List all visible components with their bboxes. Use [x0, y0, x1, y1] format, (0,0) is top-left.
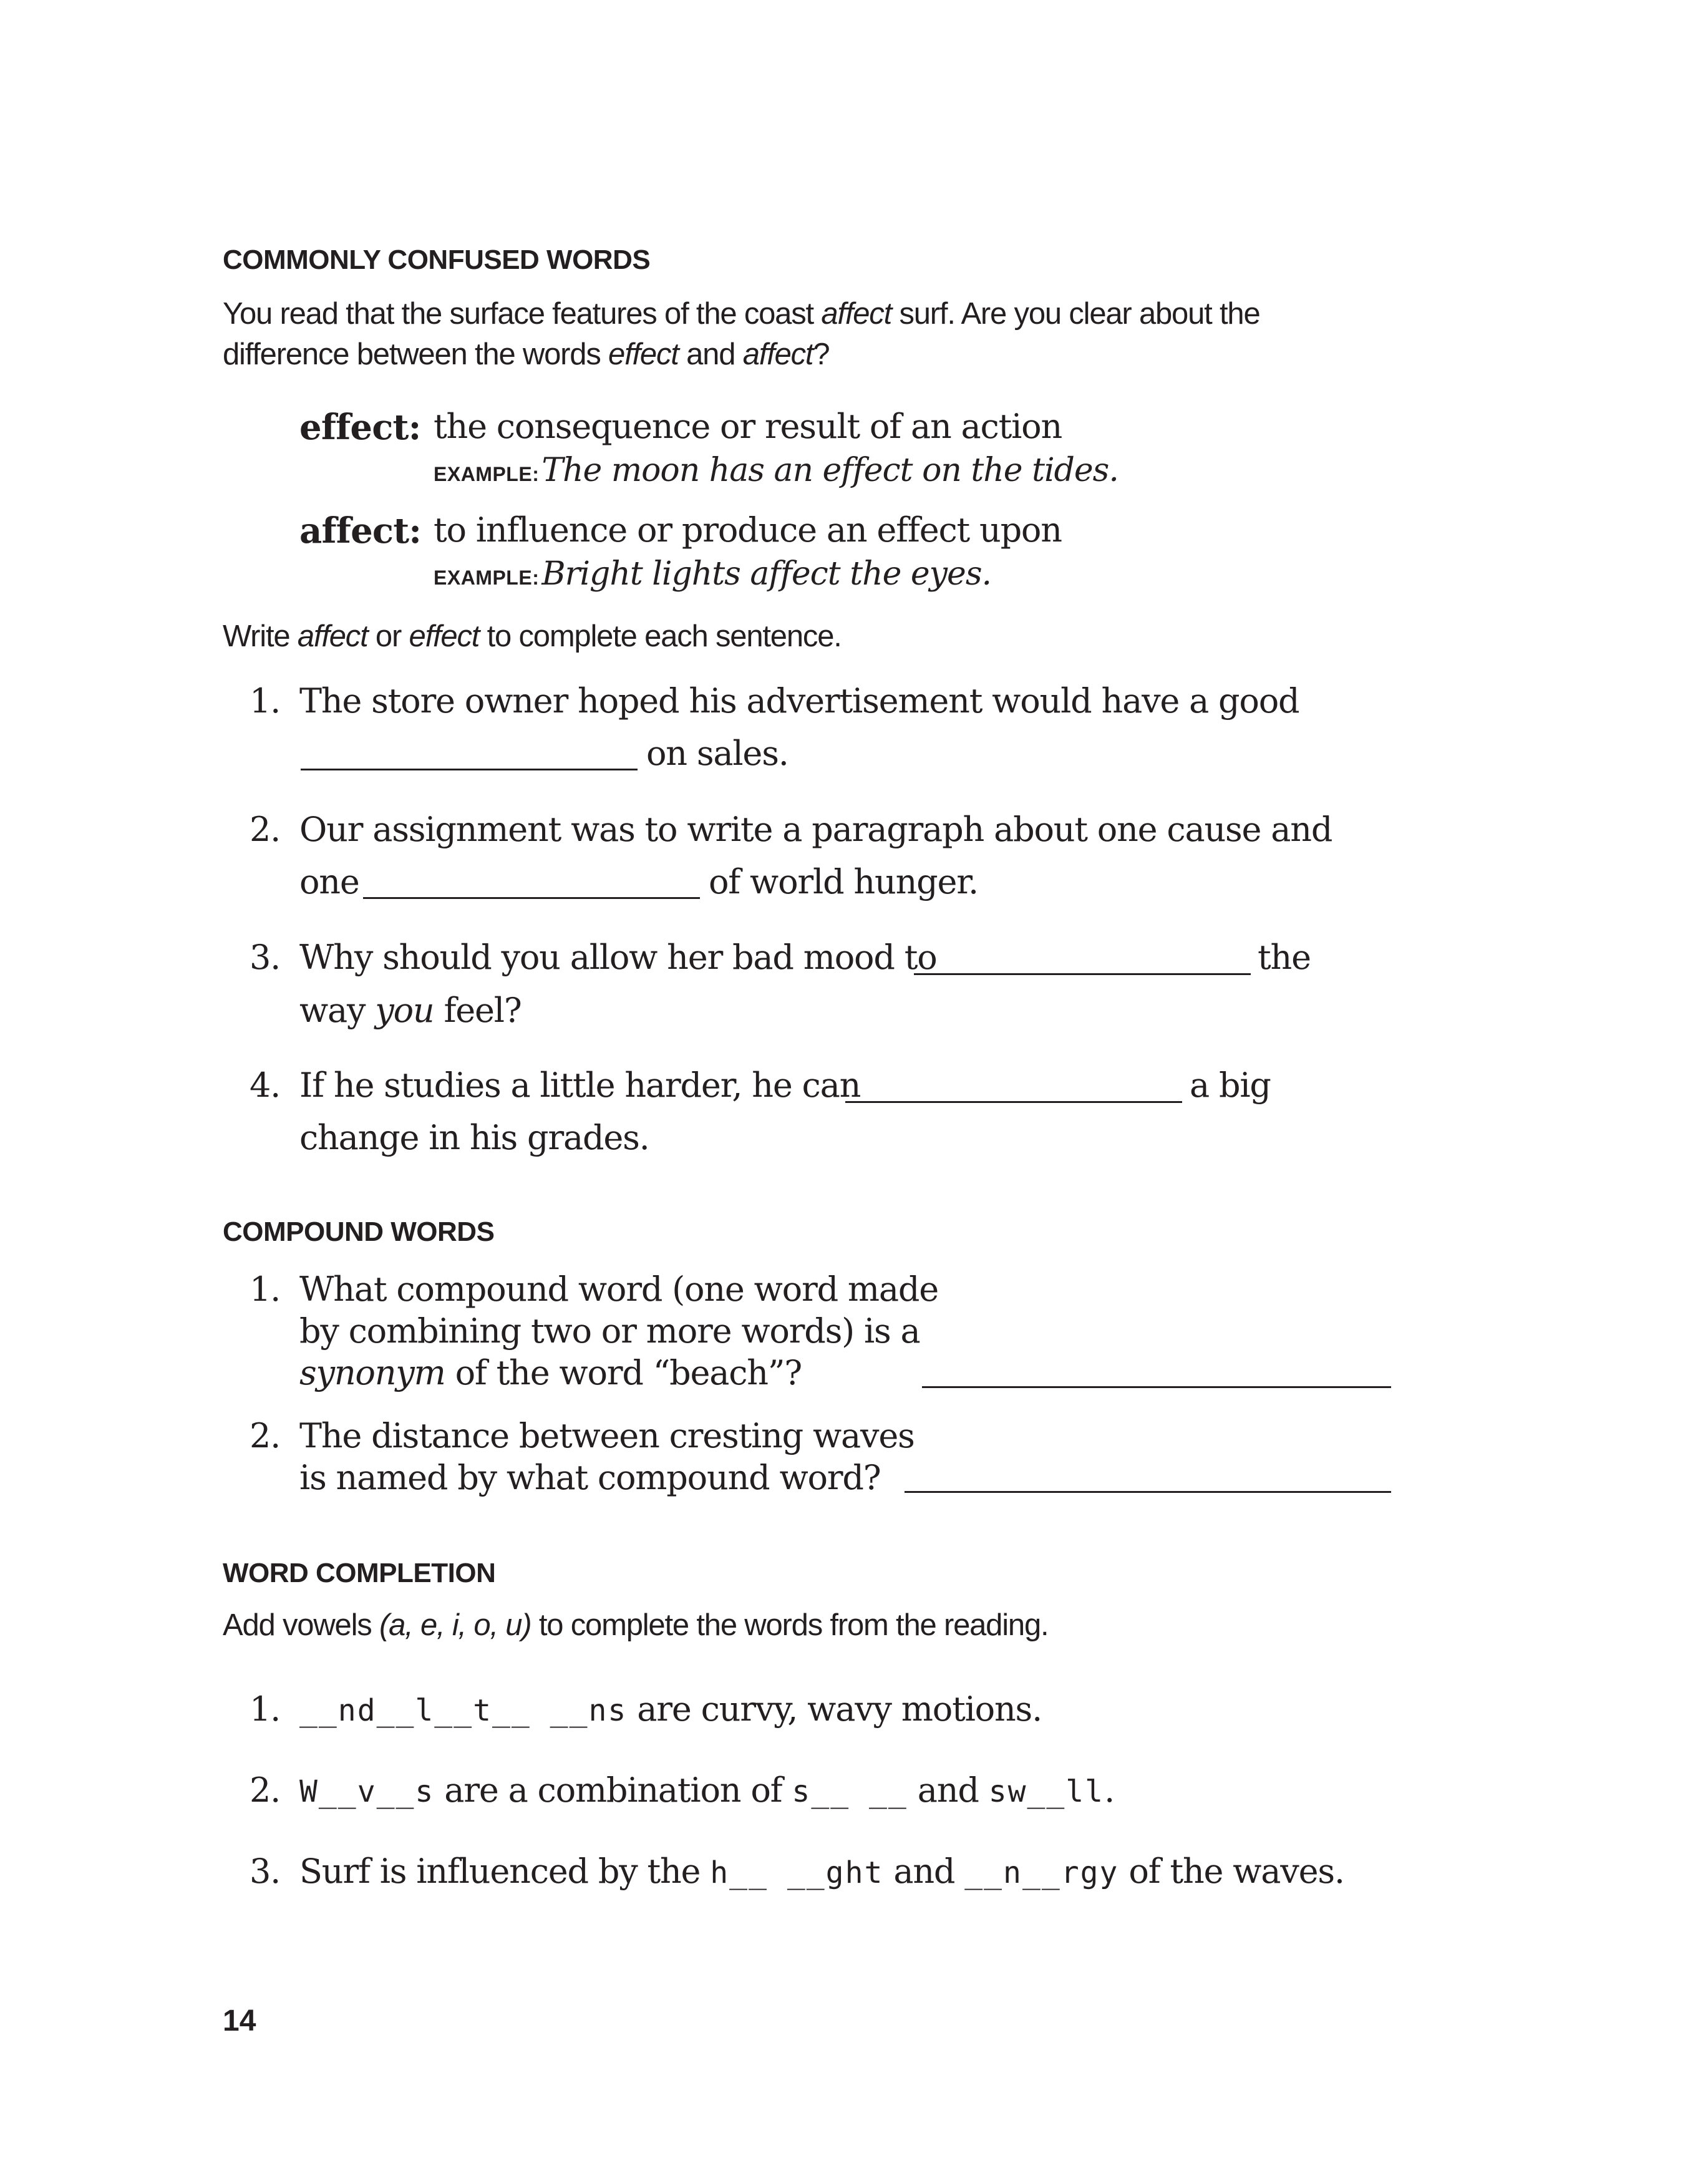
fill-in-word[interactable]: h__ __ght — [710, 1855, 884, 1890]
answer-blank[interactable] — [363, 897, 700, 899]
item-text: and — [907, 1770, 989, 1810]
example-label: EXAMPLE: — [434, 566, 540, 589]
question-number: 3. — [250, 938, 281, 977]
intro-line-1 — [223, 296, 1260, 331]
definition-example — [434, 452, 1118, 489]
question-text: Why should you allow her bad mood to — [299, 938, 937, 977]
instruction-text: Add vowels — [223, 1608, 379, 1642]
item-text: and — [883, 1852, 965, 1891]
instruction-italic: affect — [297, 619, 368, 653]
question-text: the — [1258, 938, 1311, 977]
fill-in-word[interactable]: s__ __ — [792, 1774, 908, 1809]
question-text-line3 — [299, 1353, 802, 1392]
question-text: by combining two or more words) is a — [299, 1311, 920, 1351]
instruction-add-vowels — [223, 1608, 1048, 1643]
item-number: 1. — [250, 1689, 281, 1729]
definition-example — [434, 555, 991, 593]
section-heading-compound-words: COMPOUND WORDS — [223, 1217, 495, 1247]
item-number: 3. — [250, 1852, 281, 1891]
item-text: of the waves. — [1118, 1852, 1344, 1891]
word-completion-item — [299, 1770, 1114, 1810]
question-number: 2. — [250, 1416, 281, 1455]
question-number: 4. — [250, 1066, 281, 1105]
item-text: Surf is influenced by the — [299, 1852, 711, 1891]
fill-in-word[interactable]: sw__ll — [988, 1774, 1105, 1809]
instruction-text: to complete the words from the reading. — [531, 1608, 1049, 1642]
question-italic: you — [375, 991, 434, 1030]
item-text: . — [1104, 1770, 1115, 1810]
section-heading-word-completion: WORD COMPLETION — [223, 1558, 496, 1588]
intro-text: You read that the surface features of the coast — [223, 297, 822, 331]
question-number: 1. — [250, 1270, 281, 1309]
answer-blank[interactable] — [914, 973, 1251, 975]
word-completion-item — [299, 1852, 1344, 1891]
question-text: of world hunger. — [709, 862, 978, 901]
intro-text: and — [678, 338, 743, 371]
question-text: What compound word (one word made — [299, 1270, 939, 1309]
answer-blank[interactable] — [922, 1386, 1391, 1388]
item-text: are a combination of — [434, 1770, 792, 1810]
fill-in-word[interactable]: __nd__l__t__ __ns — [299, 1693, 628, 1728]
question-text: of the word “beach”? — [445, 1353, 802, 1392]
question-text: way — [299, 991, 376, 1030]
instruction-italic: (a, e, i, o, u) — [379, 1608, 531, 1642]
instruction-text: Write — [223, 619, 298, 653]
example-sentence: The moon has an effect on the tides. — [541, 452, 1118, 489]
definition-text: the consequence or result of an action — [434, 407, 1062, 446]
section-heading-confused-words: COMMONLY CONFUSED WORDS — [223, 245, 651, 275]
intro-italic: affect — [742, 338, 813, 371]
question-number: 2. — [250, 810, 281, 849]
word-completion-item — [299, 1689, 1042, 1729]
question-text: feel? — [434, 991, 522, 1030]
question-text: on sales. — [646, 734, 788, 773]
question-text: The distance between cresting waves — [299, 1416, 915, 1455]
instruction-italic: effect — [409, 619, 480, 653]
definition-term: effect: — [299, 407, 421, 448]
question-text: change in his grades. — [299, 1118, 649, 1157]
item-number: 2. — [250, 1770, 281, 1810]
intro-text: difference between the words — [223, 338, 609, 371]
example-label: EXAMPLE: — [434, 463, 540, 485]
fill-in-word[interactable]: W__v__s — [299, 1774, 435, 1809]
intro-italic: affect — [821, 297, 892, 331]
question-text: a big — [1190, 1066, 1271, 1105]
intro-text: ? — [813, 338, 830, 371]
question-italic: synonym — [299, 1353, 445, 1392]
instruction-affect-effect — [223, 619, 842, 654]
question-text-line2 — [299, 991, 522, 1030]
question-number: 1. — [250, 681, 281, 721]
question-text: is named by what compound word? — [299, 1458, 881, 1497]
definition-text: to influence or produce an effect upon — [434, 510, 1062, 550]
answer-blank[interactable] — [845, 1101, 1182, 1103]
page-number: 14 — [223, 2004, 256, 2038]
question-text: If he studies a little harder, he can — [299, 1066, 861, 1105]
item-text: are curvy, wavy motions. — [627, 1689, 1042, 1729]
intro-text: surf. Are you clear about the — [891, 297, 1260, 331]
intro-line-2 — [223, 337, 829, 372]
question-text: The store owner hoped his advertisement would have a good — [299, 681, 1299, 721]
intro-italic: effect — [608, 338, 679, 371]
instruction-text: or — [367, 619, 409, 653]
answer-blank[interactable] — [905, 1491, 1391, 1493]
question-text: Our assignment was to write a paragraph about one cause and — [299, 810, 1332, 849]
answer-blank[interactable] — [301, 769, 638, 770]
example-sentence: Bright lights affect the eyes. — [541, 555, 992, 593]
fill-in-word[interactable]: __n__rgy — [964, 1855, 1119, 1890]
definition-term: affect: — [299, 510, 422, 551]
question-text: one — [299, 862, 359, 901]
instruction-text: to complete each sentence. — [479, 619, 842, 653]
